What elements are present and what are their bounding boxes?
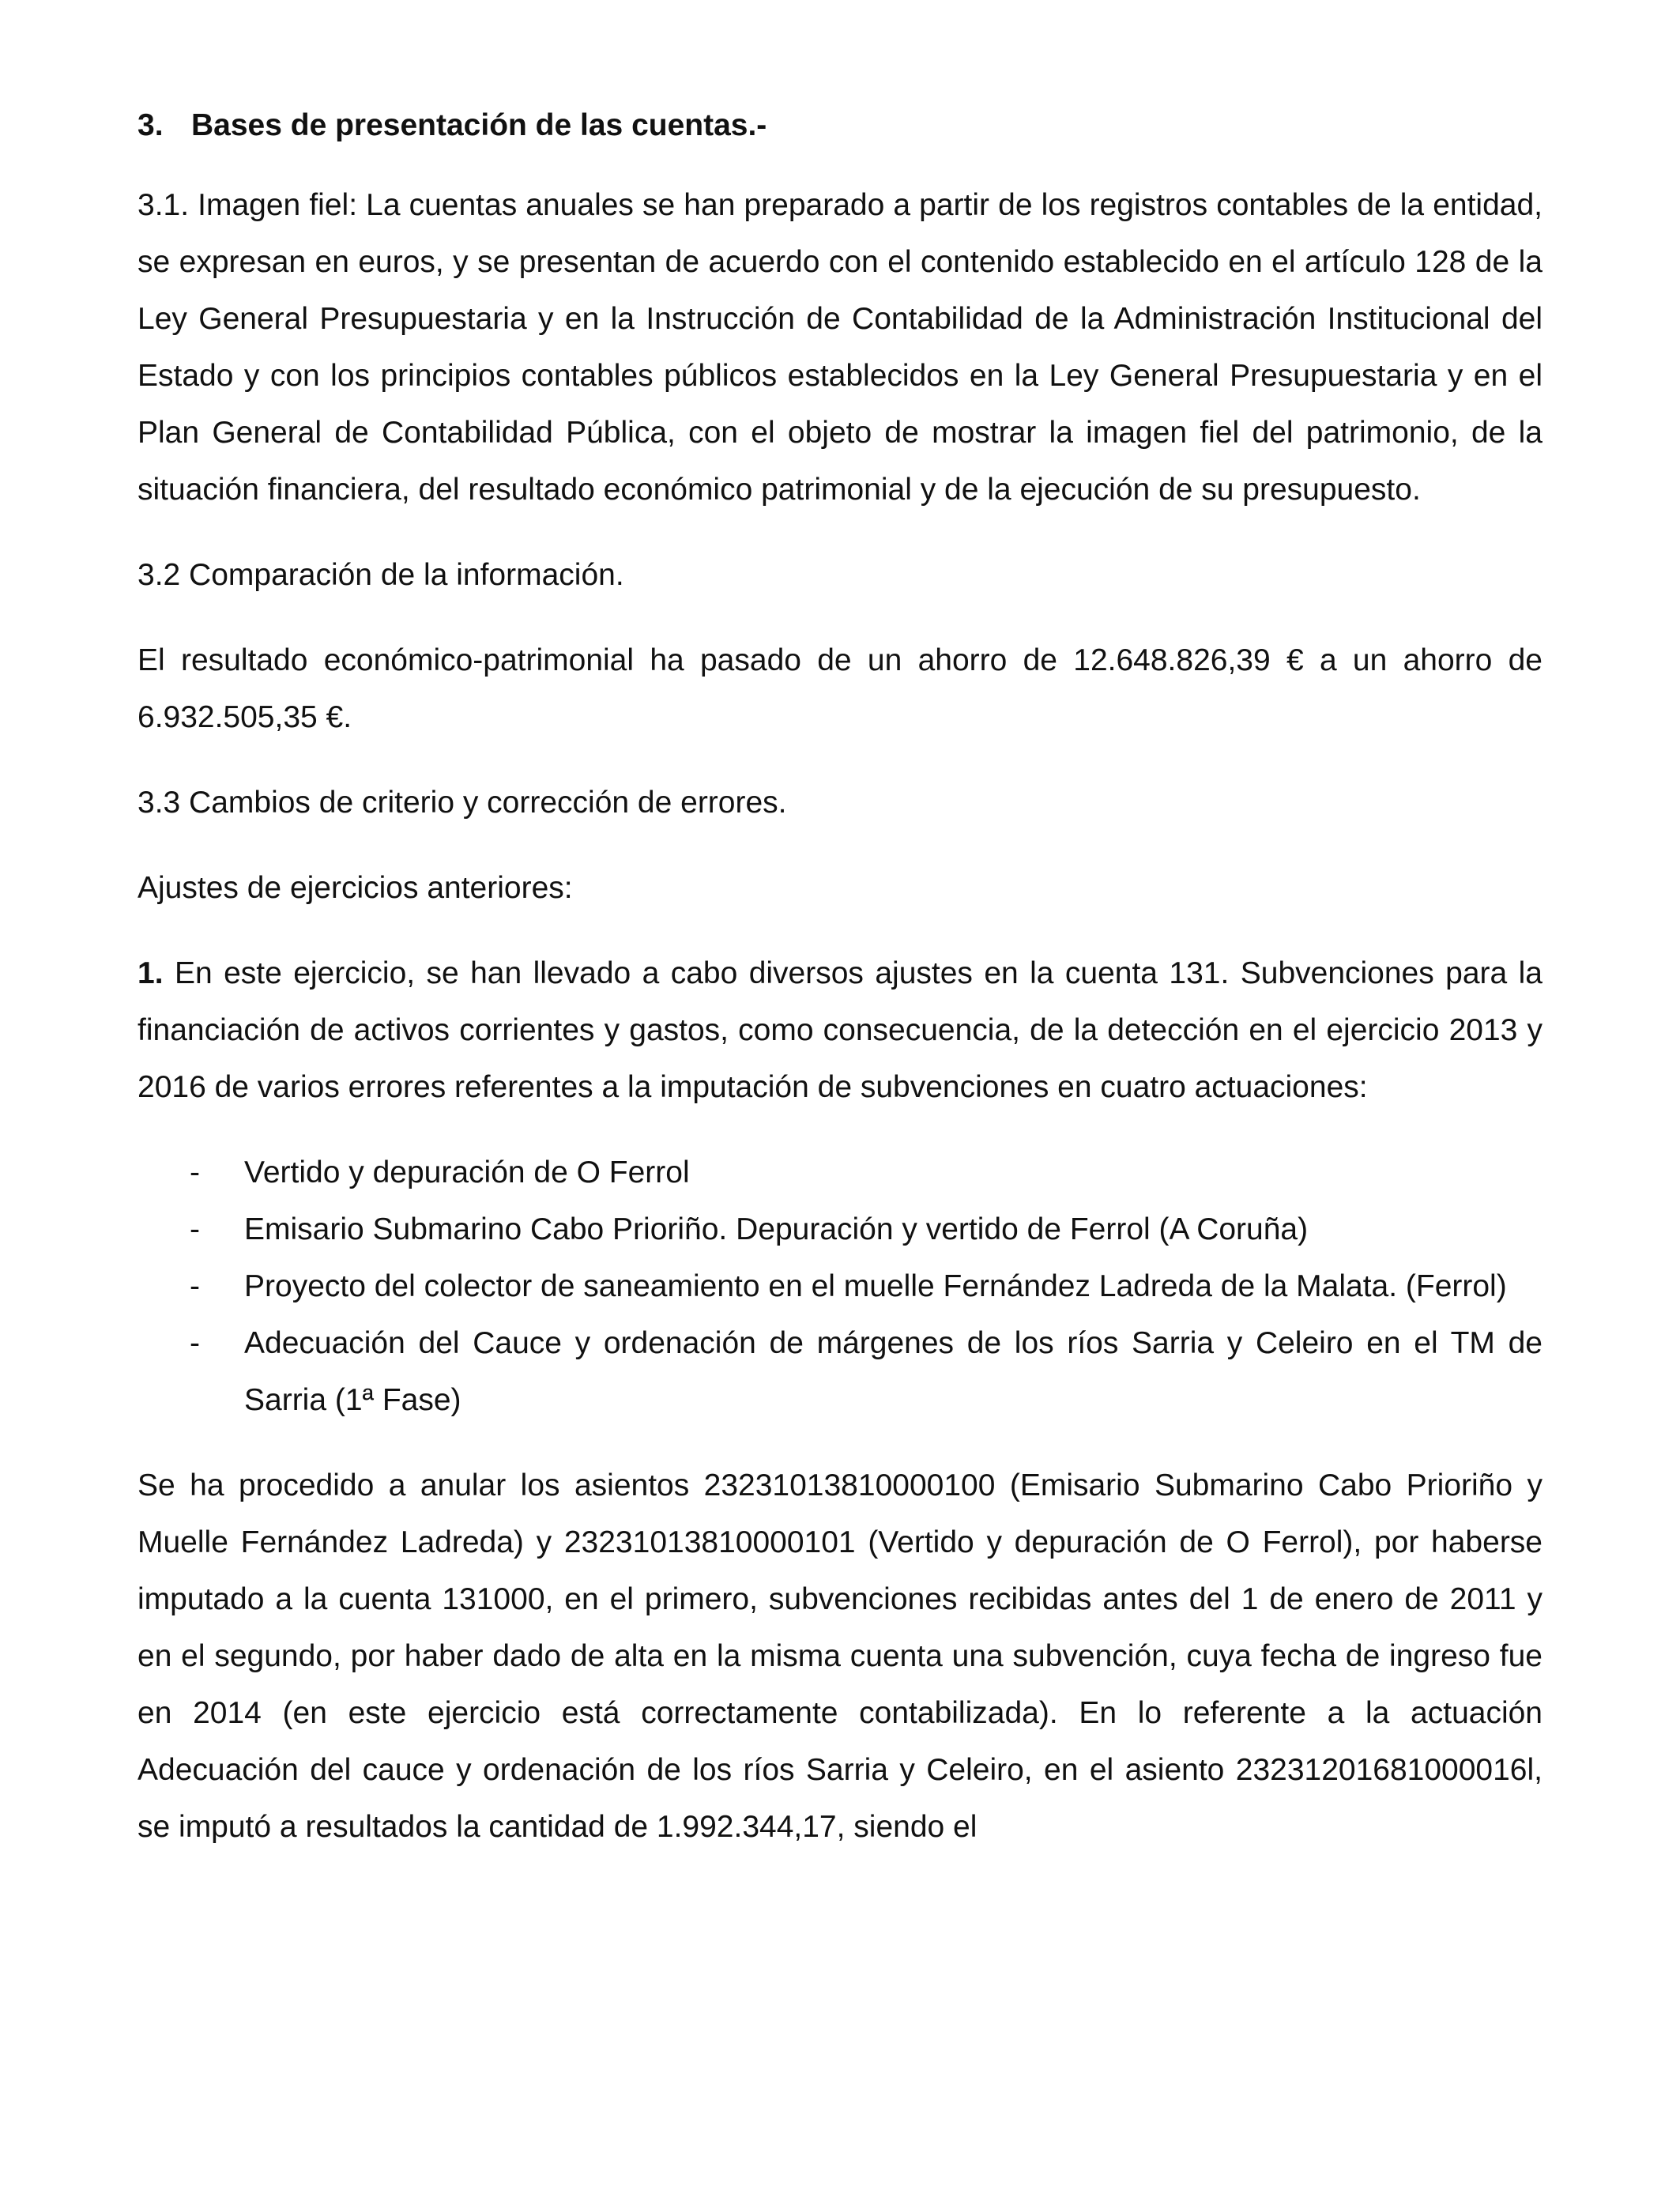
paragraph-item-1 — [137, 945, 1543, 1116]
section-title: Bases de presentación de las cuentas.- — [191, 108, 767, 142]
actuaciones-list — [137, 1144, 1543, 1429]
item-number: 1. — [137, 956, 164, 990]
list-item-text: Vertido y depuración de O Ferrol — [244, 1155, 690, 1189]
bullet-dash: - — [190, 1212, 200, 1246]
section-heading — [137, 103, 1543, 149]
section-number: 3. — [137, 108, 164, 142]
bullet-dash: - — [190, 1269, 200, 1303]
list-item — [137, 1201, 1543, 1258]
paragraph-imagen-fiel: 3.1. Imagen fiel: La cuentas anuales se han preparado a partir de los registros contables de la entidad, se expresan en euros, y se presentan de acuerdo con el contenido establecido en el artículo 128 de la Ley General Presupuestaria y en la Instrucción de Contabilidad de la Administración Institucional del Estado y con los principios contables públicos establecidos en la Ley General Presupuestaria y en el Plan General de Contabilidad Pública, con el objeto de mostrar la imagen fiel del patrimonio, de la situación financiera, del resultado económico patrimonial y de la ejecución de su presupuesto. — [137, 188, 1543, 507]
list-item — [137, 1315, 1543, 1429]
list-item-text: Emisario Submarino Cabo Prioriño. Depuración y vertido de Ferrol (A Coruña) — [244, 1212, 1309, 1246]
item-text: En este ejercicio, se han llevado a cabo diversos ajustes en la cuenta 131. Subvenciones para la financiación de activos corrientes y gastos, como consecuencia, de la detección en el ejercicio 2013 y 2016 de varios errores referentes a la imputación de subvenciones en cuatro actuaciones: — [137, 956, 1543, 1104]
paragraph-ajustes: Ajustes de ejercicios anteriores: — [137, 871, 573, 905]
list-item-text: Proyecto del colector de saneamiento en el muelle Fernández Ladreda de la Malata. (Ferrol) — [244, 1269, 1507, 1303]
paragraph-asientos: Se ha procedido a anular los asientos 23231013810000100 (Emisario Submarino Cabo Prioriño y Muelle Fernández Ladreda) y 23231013810000101 (Vertido y depuración de O Ferrol), por haberse imputado a la cuenta 131000, en el primero, subvenciones recibidas antes del 1 de enero de 2011 y en el segundo, por haber dado de alta en la misma cuenta una subvención, cuya fecha de ingreso fue en 2014 (en este ejercicio está correctamente contabilizada). En lo referente a la actuación Adecuación del cauce y ordenación de los ríos Sarria y Celeiro, en el asiento 23231201681000016l, se imputó a resultados la cantidad de 1.992.344,17, siendo el — [137, 1468, 1543, 1844]
subsection-title-cambios: 3.3 Cambios de criterio y corrección de errores. — [137, 786, 787, 820]
subsection-title-comparacion: 3.2 Comparación de la información. — [137, 558, 624, 592]
bullet-dash: - — [190, 1326, 200, 1360]
bullet-dash: - — [190, 1155, 200, 1189]
list-item — [137, 1144, 1543, 1201]
paragraph-resultado: El resultado económico-patrimonial ha pasado de un ahorro de 12.648.826,39 € a un ahorro de 6.932.505,35 €. — [137, 643, 1543, 734]
list-item-text: Adecuación del Cauce y ordenación de márgenes de los ríos Sarria y Celeiro en el TM de Sarria (1ª Fase) — [244, 1326, 1543, 1417]
document-page — [137, 103, 1543, 1884]
list-item — [137, 1258, 1543, 1315]
